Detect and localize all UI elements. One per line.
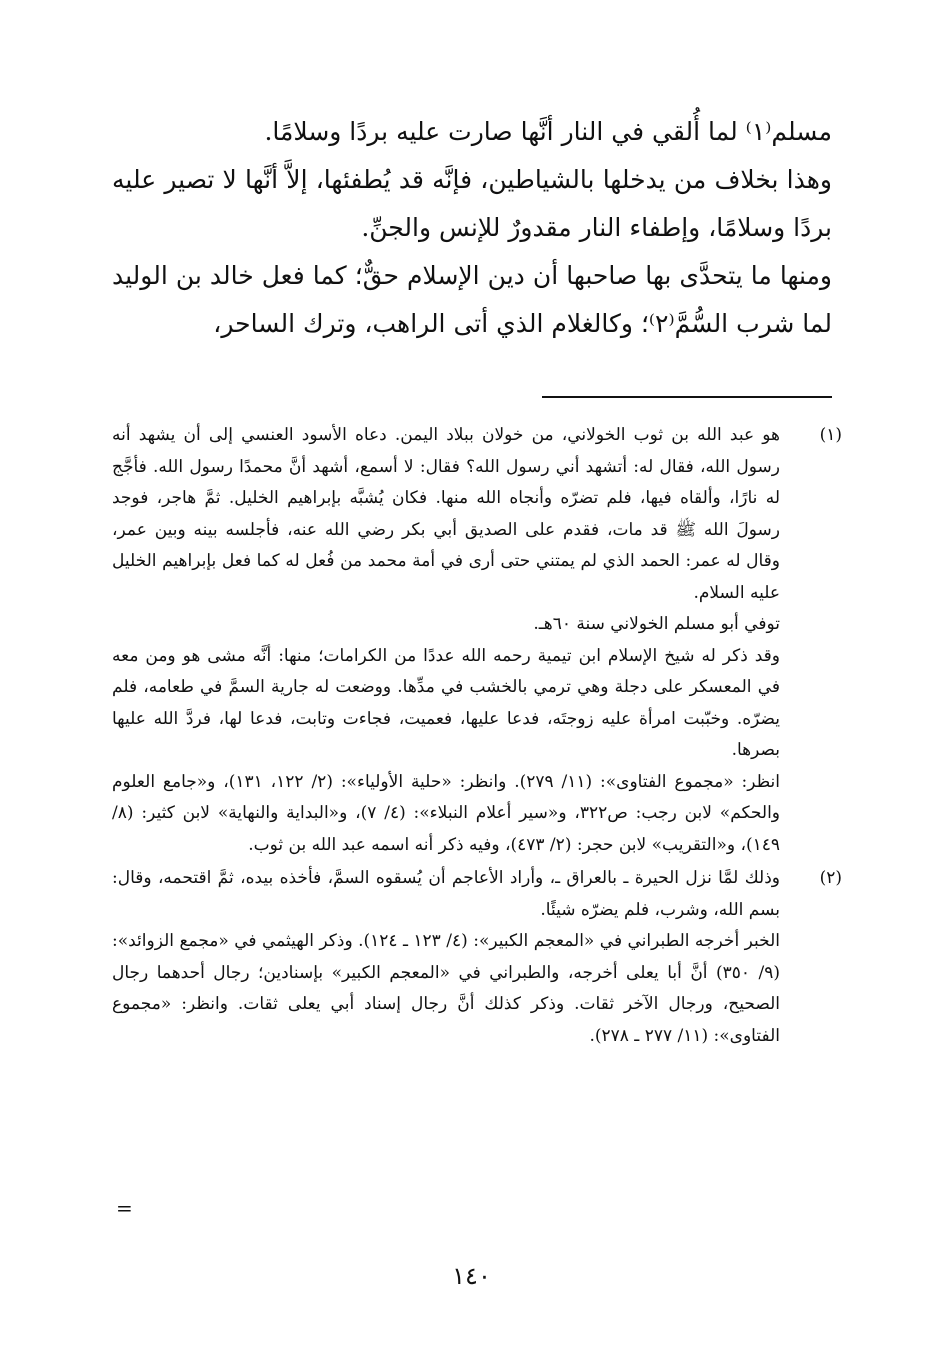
- footnote-number: (٢): [819, 868, 842, 888]
- footnote-separator: [542, 396, 832, 398]
- footnote-paragraph: الخبر أخرجه الطبراني في «المعجم الكبير»: (٤/ ١٢٣ ـ ١٢٤). وذكر الهيثمي في «مجمع الزوائد»: (٩/ ٣٥٠) أنَّ أبا يعلى أخرجه، والطبراني في «المعجم الكبير» بإسنادين؛ رجال أحدهما رجال الصحيح، ورجال الآخر ثقات. وذكر كذلك أنَّ رجال إسناد أبي يعلى ثقات. وانظر: «مجموع الفتاوى»: (١١/ ٢٧٧ ـ ٢٧٨).: [112, 931, 780, 1046]
- footnote-number: (١): [819, 425, 842, 445]
- continuation-mark: =: [116, 1196, 133, 1220]
- page-number: ١٤٠: [452, 1262, 491, 1290]
- footnote-2: [112, 863, 842, 1052]
- main-paragraph-1: مسلم⁽١⁾ لما أُلقي في النار أنَّها صارت عليه بردًا وسلامًا.: [264, 117, 832, 146]
- footnote-paragraph: انظر: «مجموع الفتاوى»: (١١/ ٢٧٩). وانظر: «حلية الأولياء»: (٢/ ١٢٢، ١٣١)، و«جامع العلوم والحكم» لابن رجب: ص٣٢٢، و«سير أعلام النبلاء»: (٤/ ٧)، و«البداية والنهاية» لابن كثير: (٨/ ١٤٩)، و«التقريب» لابن حجر: (٢/ ٤٧٣)، وفيه ذكر أنه اسمه عبد الله بن ثوب.: [112, 771, 780, 855]
- footnote-paragraph: توفي أبو مسلم الخولاني سنة ٦٠هـ.: [533, 614, 780, 634]
- footnotes: [112, 420, 842, 1052]
- footnote-paragraph: وذلك لمَّا نزل الحيرة ـ بالعراق ـ، وأراد الأعاجم أن يُسقوه السمَّ، فأخذه بيده، ثمَّ اقتحمه، وقال: بسم الله، وشرب، فلم يضرّه شيئًا.: [112, 868, 780, 920]
- footnote-paragraph: هو عبد الله بن ثوب الخولاني، من خولان ببلاد اليمن. دعاه الأسود العنسي إلى أن يشهد أنه رسول الله، فقال له: أتشهد أني رسول الله؟ فقال: لا أسمع، أشهد أنَّ محمدًا رسول الله. فأجَّج له نارًا، وألقاه فيها، فلم تضرّه وأنجاه الله منها. فكان يُشبَّه بإبراهيم الخليل. ثمَّ هاجر، فوجد رسولَ الله ﷺ قد مات، فقدم على الصديق أبي بكر رضي الله عنه، فأجلسه بينه وبين عمر، وقال له عمر: الحمد الذي لم يمتني حتى أرى في أمة محمد من فُعل له كما فعل بإبراهيم الخليل عليه السلام.: [112, 425, 780, 603]
- main-paragraph-3: ومنها ما يتحدَّى بها صاحبها أن دين الإسلام حقٌّ؛ كما فعل خالد بن الوليد لما شرب السُّمَّ⁽٢⁾؛ وكالغلام الذي أتى الراهب، وترك الساحر،: [112, 261, 832, 338]
- footnote-1: [112, 420, 842, 861]
- main-text: [112, 108, 832, 348]
- main-paragraph-2: وهذا بخلاف من يدخلها بالشياطين، فإنَّه قد يُطفئها، إلاَّ أنَّها لا تصير عليه بردًا وسلامًا، وإطفاء النار مقدورٌ للإنس والجنِّ.: [112, 165, 832, 242]
- footnote-paragraph: وقد ذكر له شيخ الإسلام ابن تيمية رحمه الله عددًا من الكرامات؛ منها: أنَّه مشى هو ومن معه في المعسكر على دجلة وهي ترمي بالخشب في مدِّها. ووضعت له جارية السمَّ في طعامه، فلم يضرّه. وخبّبت امرأة عليه زوجتَه، فدعا عليها، فعميت، فجاءت وتابت، فدعا لها، فردَّ الله عليها بصرها.: [112, 645, 780, 760]
